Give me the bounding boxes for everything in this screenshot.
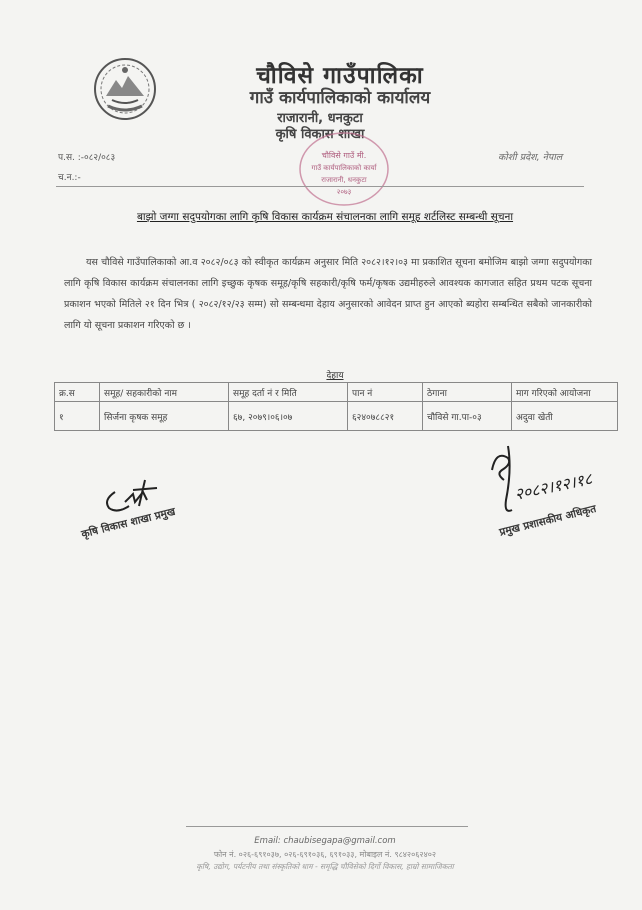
footer-divider <box>186 826 468 827</box>
municipality-title: चौविसे गाउँपालिका <box>256 63 424 89</box>
applicant-table <box>54 382 618 431</box>
table-row <box>55 402 618 431</box>
header-divider <box>56 186 584 187</box>
col-pan: पान नं <box>348 383 423 402</box>
notice-subject: बाझो जग्गा सदुपयोगका लागि कृषि विकास कार्यक्रम संचालनका लागि समूह शर्टलिस्ट सम्बन्धी सूचना <box>136 211 514 223</box>
cell-registration: ६७, २०७९।०६।०७ <box>229 402 348 431</box>
footer-phones: फोन नं. ०२६-६९१०३७, ०२६-६९१०३६, ६९१०३३, मोबाइल नं. ९८४२०६२४०२ <box>213 850 437 859</box>
stamp-line-4: २०७३ <box>336 188 352 196</box>
footer-email: Email: chaubisegapa@gmail.com <box>254 836 396 846</box>
col-project: माग गरिएको आयोजना <box>512 383 618 402</box>
stamp-line-3: राजारानी, धनकुटा <box>321 176 367 184</box>
col-address: ठेगाना <box>423 383 512 402</box>
nepal-emblem-icon <box>92 56 158 122</box>
annex-label: देहाय <box>326 371 344 381</box>
cell-group-name: सिर्जना कृषक समूह <box>100 402 229 431</box>
office-title: गाउँ कार्यपालिकाको कार्यालय <box>249 88 431 108</box>
signature-date: २०८२।१२।१८ <box>512 468 594 504</box>
right-signatory-title: प्रमुख प्रशासकीय अधिकृत <box>498 502 598 539</box>
table-header-row <box>55 383 618 402</box>
cell-project: अदुवा खेती <box>512 402 618 431</box>
cell-address: चौविसे गा.पा-०३ <box>423 402 512 431</box>
col-group-name: समूह/ सहकारीको नाम <box>100 383 229 402</box>
footer-slogan: कृषि, उद्योग, पर्यटनीय तथा संस्कृतिको धाम - समृद्धि चौविसेको दिर्गो विकास, हाम्रो सामाजिकता <box>196 862 454 871</box>
branch-name: कृषि विकास शाखा <box>275 127 365 142</box>
letter-number: प.स. :-०८२/०८३ <box>58 153 116 163</box>
notice-body: यस चौविसे गाउँपालिकाको आ.व २०८२/०८३ को स्वीकृत कार्यक्रम अनुसार मिति २०८२।१२।०३ मा प्रकाशित सूचना बमोजिम बाझो जग्गा सदुपयोगका लागि कृषि विकास कार्यक्रम संचालनका लागि इच्छुक कृषक समूह/कृषि सहकारी/कृषि फर्म/कृषक उद्यमीहरुले आवश्यक कागजात सहित प्रथम पटक सूचना प्रकाशन भएको मितिले २१ दिन भित्र ( २०८२/१२/२३ सम्म) सो सम्बन्धमा देहाय अनुसारको आवेदन प्राप्त हुन आएको ब्यहोरा सम्बन्धित सबैको जानकारीको लागि यो सूचना प्रकाशन गरिएको छ । <box>64 257 592 331</box>
cell-pan: ६२४०७८८२१ <box>348 402 423 431</box>
col-registration: समूह दर्ता नं र मिति <box>229 383 348 402</box>
office-stamp-icon <box>296 128 392 210</box>
dispatch-number: च.न.:- <box>58 173 81 183</box>
stamp-line-2: गाउँ कार्यपालिकाको कार्या <box>311 164 377 172</box>
left-signatory-title: कृषि विकास शाखा प्रमुख <box>80 505 177 541</box>
cell-serial: १ <box>55 402 100 431</box>
office-address: राजारानी, धनकुटा <box>277 111 363 126</box>
stamp-line-1: चौविसे गाउँ मी. <box>321 151 367 160</box>
col-serial: क्र.स <box>55 383 100 402</box>
province-label: कोशी प्रदेश, नेपाल <box>498 152 563 163</box>
